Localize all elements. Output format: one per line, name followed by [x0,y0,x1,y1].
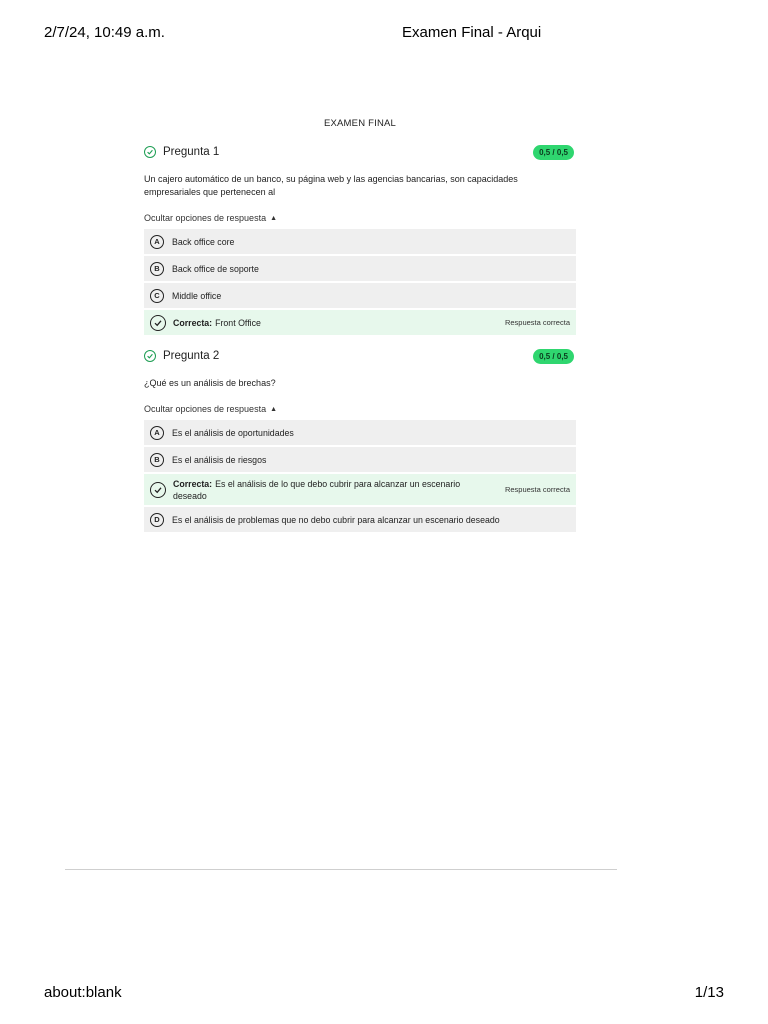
answer-option-correct[interactable] [144,310,576,335]
option-text: Back office de soporte [172,263,259,274]
print-url: about:blank [44,984,122,1001]
question-title: Pregunta 1 [163,146,220,158]
question-header [144,347,576,365]
option-text: Back office core [172,236,235,247]
option-text: Middle office [172,290,222,301]
check-circle-icon [144,350,156,362]
question-1 [144,143,576,335]
question-title: Pregunta 2 [163,350,220,362]
option-letter: A [150,426,164,440]
answer-option-c[interactable] [144,283,576,308]
question-text: ¿Qué es un análisis de brechas? [144,378,276,388]
option-letter: D [150,513,164,527]
answer-option-a[interactable] [144,420,576,445]
print-title: Examen Final - Arqui [402,24,542,41]
answer-option-d[interactable] [144,507,576,532]
option-text [173,317,261,329]
correct-answer-text: Front Office [215,317,261,328]
page-count: 1/13 [694,984,724,1001]
answer-option-a[interactable] [144,229,576,254]
answer-option-correct[interactable] [144,474,576,505]
option-letter: B [150,453,164,467]
correct-label: Correcta: [173,478,213,489]
option-letter: A [150,235,164,249]
answer-option-b[interactable] [144,447,576,472]
question-text: Un cajero automático de un banco, su página web y las agencias bancarias, son capacidades empresariales que pertenecen al [144,174,518,197]
answer-option-b[interactable] [144,256,576,281]
exam-page [144,118,576,534]
score-badge: 0,5 / 0,5 [533,349,574,364]
answer-options [144,229,576,335]
question-2 [144,347,576,532]
toggle-answer-options[interactable] [144,213,576,223]
print-date: 2/7/24, 10:49 a.m. [44,24,165,41]
option-letter: B [150,262,164,276]
answer-options [144,420,576,532]
option-text: Es el análisis de oportunidades [172,427,294,438]
chevron-up-icon: ▲ [270,405,278,413]
toggle-label: Ocultar opciones de respuesta [144,404,267,414]
result-label: Respuesta correcta [504,485,570,494]
check-circle-icon [144,146,156,158]
check-circle-icon [150,315,166,331]
option-text [173,478,473,502]
question-header [144,143,576,161]
result-label: Respuesta correcta [504,318,570,327]
chevron-up-icon: ▲ [270,214,278,222]
option-text: Es el análisis de riesgos [172,454,267,465]
correct-answer-text: Es el análisis de lo que debo cubrir para alcanzar un escenario deseado [173,478,461,501]
print-header [44,24,724,44]
toggle-label: Ocultar opciones de respuesta [144,213,267,223]
correct-label: Correcta: [173,317,213,328]
option-letter: C [150,289,164,303]
exam-title: EXAMEN FINAL [323,118,397,129]
option-text: Es el análisis de problemas que no debo cubrir para alcanzar un escenario deseado [172,514,500,525]
score-badge: 0,5 / 0,5 [533,145,574,160]
toggle-answer-options[interactable] [144,404,576,414]
page-divider [65,869,617,870]
check-circle-icon [150,482,166,498]
